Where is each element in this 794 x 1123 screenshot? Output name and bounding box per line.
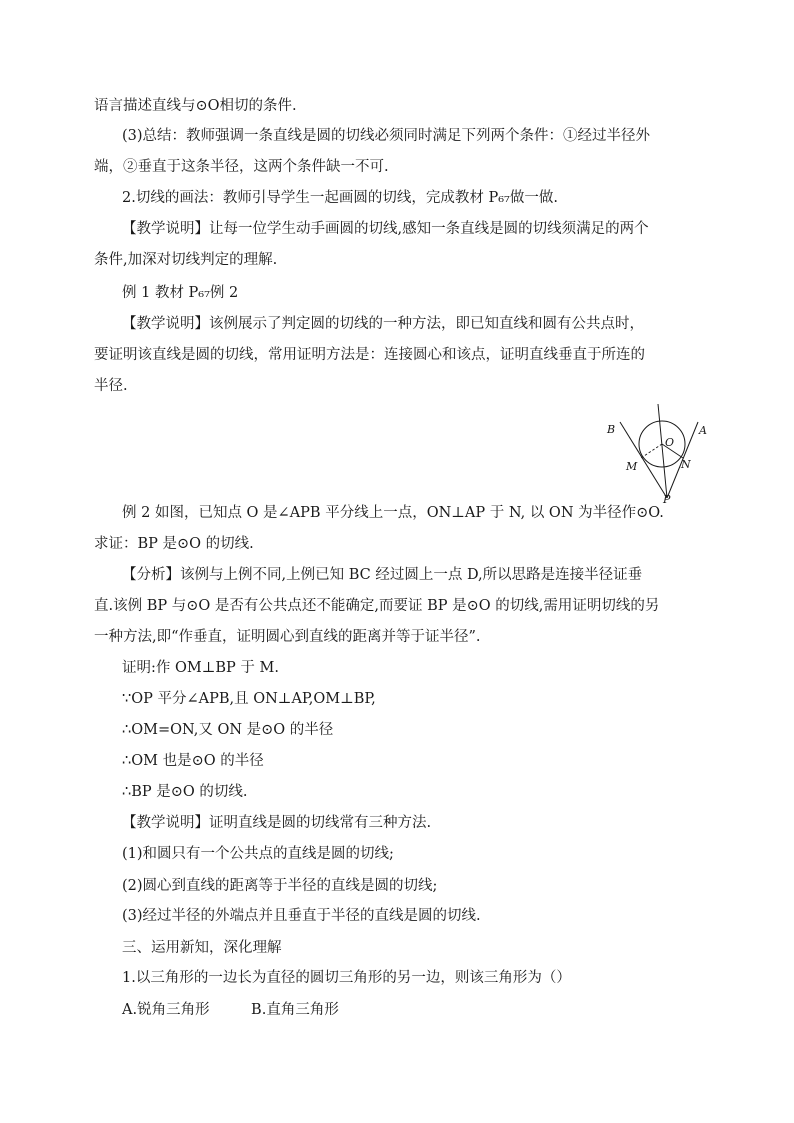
text-line-9: 要证明该直线是圆的切线，常用证明方法是：连接圆心和该点，证明直线垂直于所连的 xyxy=(94,347,645,363)
text-line-7: 例 1 教材 P₆₇例 2 xyxy=(122,285,239,301)
text-line-3: 端，②垂直于这条半径，这两个条件缺一不可. xyxy=(94,159,389,175)
text-line-17: ∵OP 平分∠APB,且 ON⊥AP,OM⊥BP, xyxy=(122,691,376,707)
text-line-5: 【教学说明】让每一位学生动手画圆的切线,感知一条直线是圆的切线须满足的两个 xyxy=(122,221,649,237)
label-o: O xyxy=(665,436,675,449)
text-line-12: 求证：BP 是⊙O 的切线. xyxy=(94,536,254,552)
text-line-14: 直.该例 BP 与⊙O 是否有公共点还不能确定,而要证 BP 是⊙O 的切线,需用证明切线的另 xyxy=(94,598,660,614)
label-m: M xyxy=(626,460,638,473)
text-line-26: 1.以三角形的一边长为直径的圆切三角形的另一边，则该三角形为（） xyxy=(122,970,571,986)
text-line-25: 三、运用新知，深化理解 xyxy=(122,940,282,956)
bisector-line xyxy=(658,404,667,498)
text-line-22: (1)和圆只有一个公共点的直线是圆的切线; xyxy=(122,846,394,862)
label-b: B xyxy=(607,423,616,436)
text-line-20: ∴BP 是⊙O 的切线. xyxy=(122,784,248,800)
text-line-8: 【教学说明】该例展示了判定圆的切线的一种方法，即已知直线和圆有公共点时， xyxy=(122,316,644,332)
text-line-1: 语言描述直线与⊙O相切的条件. xyxy=(94,98,297,114)
text-line-27: A.锐角三角形 B.直角三角形 xyxy=(122,1002,339,1018)
text-line-15: 一种方法,即“作垂直，证明圆心到直线的距离并等于证半径”. xyxy=(94,629,481,645)
text-line-2: (3)总结：教师强调一条直线是圆的切线必须同时满足下列两个条件：①经过半径外 xyxy=(122,128,651,144)
tangent-figure xyxy=(596,402,714,504)
label-a: A xyxy=(699,424,707,437)
text-line-18: ∴OM=ON,又 ON 是⊙O 的半径 xyxy=(122,722,334,738)
text-line-4: 2.切线的画法：教师引导学生一起画圆的切线，完成教材 P₆₇做一做. xyxy=(122,190,558,206)
segment-om xyxy=(641,444,662,458)
text-line-24: (3)经过半径的外端点并且垂直于半径的直线是圆的切线. xyxy=(122,908,481,924)
text-line-19: ∴OM 也是⊙O 的半径 xyxy=(122,753,264,769)
text-line-21: 【教学说明】证明直线是圆的切线常有三种方法. xyxy=(122,815,432,831)
label-p: P xyxy=(663,493,671,504)
label-n: N xyxy=(681,458,691,471)
text-line-6: 条件,加深对切线判定的理解. xyxy=(94,252,278,268)
text-line-11: 例 2 如图，已知点 O 是∠APB 平分线上一点，ON⊥AP 于 N, 以 ON 为半径作⊙O. xyxy=(122,505,664,521)
text-line-10: 半径. xyxy=(94,378,128,394)
text-line-16: 证明:作 OM⊥BP 于 M. xyxy=(122,660,279,676)
text-line-13: 【分析】该例与上例不同,上例已知 BC 经过圆上一点 D,所以思路是连接半径证垂 xyxy=(122,567,643,583)
text-line-23: (2)圆心到直线的距离等于半径的直线是圆的切线; xyxy=(122,878,438,894)
